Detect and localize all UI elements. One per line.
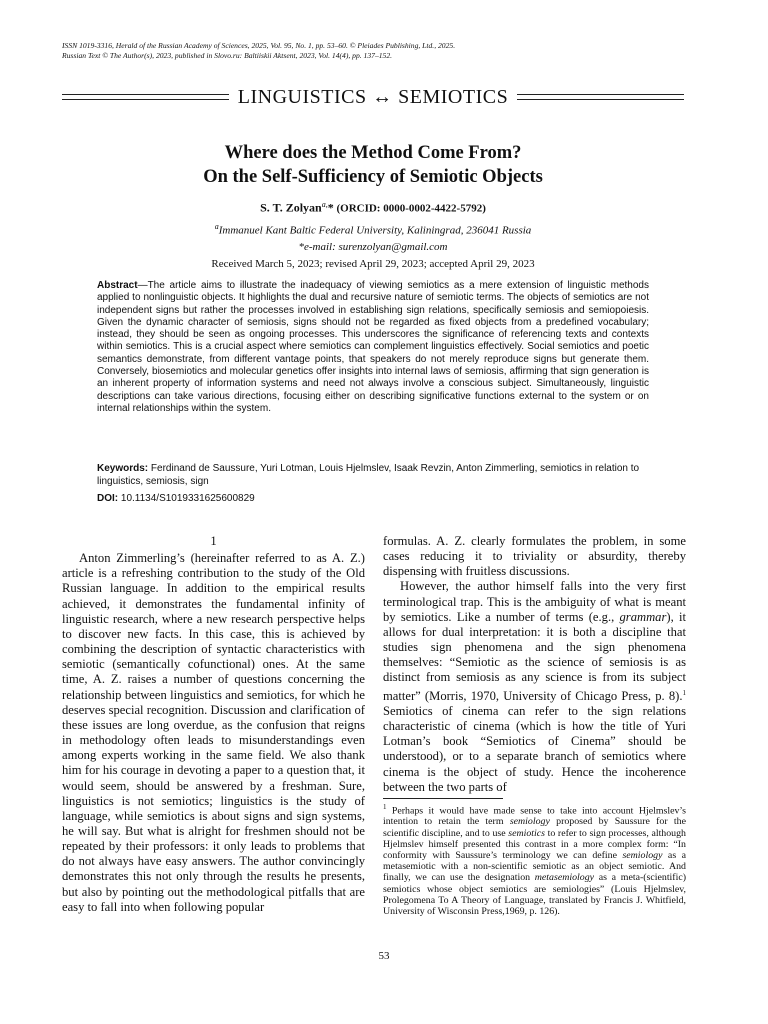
- article-title: [62, 141, 684, 189]
- footnote-emphasis: semiology: [622, 849, 663, 861]
- author-marks: a,: [321, 200, 328, 209]
- keywords-label: Keywords:: [97, 463, 149, 474]
- author-email: *e-mail: surenzolyan@gmail.com: [298, 241, 448, 254]
- abstract-label: Abstract: [97, 280, 138, 291]
- abstract: [97, 280, 649, 415]
- body-paragraph-continuation: formulas. A. Z. clearly formulates the problem, in some cases reducing it to triviality or absurdity, thereby dispensing with fruitless discussions.: [383, 534, 686, 579]
- title-line-1: Where does the Method Come From?: [224, 143, 522, 163]
- footnote-text: proposed by Saussure for the scientific discipline, and to use: [383, 816, 686, 839]
- paragraph-text: Semiotics of cinema can refer to the sign relations characteristic of cinema (which is how the title of Yuri Lotman’s book “Semiotics of Cinema” should be understood), or to a separate branch of semiotics where cinema is the object of study. Hence the incoherence between the two parts of: [383, 703, 686, 794]
- title-line-2: On the Self-Sufficiency of Semiotic Objects: [203, 167, 543, 187]
- journal-header-line-1: ISSN 1019-3316, Herald of the Russian Academy of Sciences, 2025, Vol. 95, No. 1, pp. 53–60. © Pleiades Publishing, Ltd., 2025.: [62, 41, 456, 50]
- keywords-text: Ferdinand de Saussure, Yuri Lotman, Louis Hjelmslev, Isaak Revzin, Anton Zimmerling, semiotics in relation to linguistics, semiosis, sign: [97, 463, 640, 487]
- body-column-right: [383, 534, 686, 917]
- affiliation-mark: a: [214, 221, 219, 231]
- footnote-number: 1: [383, 802, 387, 811]
- doi-value[interactable]: 10.1134/S1019331625600829: [120, 493, 255, 504]
- section-label: LINGUISTICS ↔ SEMIOTICS: [237, 85, 509, 108]
- author-orcid: (ORCID: 0000-0002-4422-5792): [336, 202, 486, 215]
- doi-label: DOI:: [97, 493, 119, 504]
- journal-header: [62, 41, 712, 61]
- footnote-text: to refer to sign processes, although Hjelmslev himself presented this contrast in a more complex form: “In conformity with Saussure’s terminology we can define: [383, 827, 686, 861]
- section-banner: [62, 84, 684, 110]
- footnote-emphasis: semiotics: [508, 827, 545, 839]
- section-number: 1: [210, 534, 217, 548]
- author-block: [62, 196, 684, 273]
- received-dates: Received March 5, 2023; revised April 29, 2023; accepted April 29, 2023: [211, 258, 535, 271]
- abstract-text: —The article aims to illustrate the inadequacy of viewing semiotics as a mere extension of linguistic methods applied to nonlinguistic objects. It highlights the dual and recursive nature of semiotic terms. The objects of semiotics are not independent signs but rather the processes involved in establishing sign relations, specifically semiosis and semiopoiesis. Given the dynamic character of semiosis, signs should not be regarded as fixed objects from a predefined vocabulary; instead, they should be seen as ongoing processes. This underscores the significance of referencing texts and contexts within semiotics. This is a crucial aspect where semiotics can complement linguistics effectively. Social semiotics and poetic semantics demonstrate, from different vantage points, that speakers do not merely reproduce signs but generate them. Conversely, biosemiotics and molecular genetics offer insights into internal laws of semiosis, affirming that sign generation is an inherent property of information systems and need not always involve a conscious subject. Simultaneously, linguistic descriptions can take various directions, focusing either on describing significative functions external to the system or on internal relationships within the system.: [97, 280, 649, 414]
- affiliation-line: [62, 218, 684, 240]
- footnote-text: as a metasemiotic with a non-scientific semiotic as an object semiotic. And finally, we can use the designation: [383, 849, 686, 884]
- paragraph-text: ), it allows for dual interpretation: it is both a discipline that studies sign phenomena and the sign phenomena themselves: “Semiotic as the science of semiosis is as distinct from semiosis as any science is from its subject matter” (Morris, 1970, University of Chicago Press, p. 8).: [383, 609, 686, 703]
- author-name: S. T. Zolyan: [260, 200, 322, 215]
- page-number: 53: [378, 950, 390, 962]
- footnote-text: Perhaps it would have made sense to take into account Hjelmslev’s intention to retain the term: [383, 805, 686, 828]
- journal-header-line-2: Russian Text © The Author(s), 2023, published in Slovo.ru: Baltiiskii Aktsent, 2023, Vol. 14(4), pp. 137–152.: [62, 51, 393, 60]
- footnote-ref[interactable]: 1: [682, 688, 686, 697]
- footnote-text: as a meta-(scientific) semiotics whose object semiotics are semiologies” (Louis Hjelmslev, Prolegomena To A Theory of Language, translated by Francis J. Whitfield, University of Wisconsin Press,1969, p. 126).: [383, 872, 687, 917]
- banner-rule-left: [62, 94, 229, 100]
- body-paragraph: [383, 579, 686, 794]
- paragraph-emphasis: grammar: [619, 609, 667, 624]
- footnote-divider: [383, 798, 503, 799]
- paragraph-text: However, the author himself falls into the very first terminological trap. This is the ambiguity of what is meant by semiotics. Like a number of terms (e.g.,: [383, 579, 686, 624]
- keywords: [97, 463, 649, 488]
- doi: [97, 493, 649, 504]
- banner-rule-right: [517, 94, 684, 100]
- affiliation: Immanuel Kant Baltic Federal University, Kaliningrad, 236041 Russia: [218, 224, 532, 237]
- body-column-left: [62, 534, 365, 915]
- author-star: *: [327, 200, 334, 215]
- footnote-emphasis: metasemiology: [534, 872, 595, 884]
- body-paragraph: Anton Zimmerling’s (hereinafter referred to as A. Z.) article is a refreshing contribution to the study of the Old Russian language. In addition to the empirical results achieved, it demonstrates the fundamental infinity of linguistic research, where a new research perspective helps to discover new facts. In this case, this is achieved by combining the description of syntactic characteristics with semiotic (semantically cofunctional) ones. At the same time, A. Z. raises a number of questions concerning the relationship between linguistics and semiotics, for which he deserves special recognition. Discussion and clarification of these issues are long overdue, as the confusion that reigns in methodology often leads to misunderstandings even among experts working in the same field. We also thank him for his courage in devoting a paper to a question that, it would seem, should be answered by a freshman. Sure, linguistics is not semiotics; linguistics is the study of language, while semiotics is about signs and sign systems, he will say. But what is alright for freshmen should not be repeated by their professors: it only leads to problems that do not always have easy answers. The author convincingly demonstrates this not only through the results he presents, but also by pointing out the methodological pitfalls that are easy to fall into when following popular: [62, 551, 365, 914]
- footnote: [383, 802, 686, 917]
- footnote-emphasis: semiology: [509, 816, 550, 828]
- author-line: [62, 196, 684, 218]
